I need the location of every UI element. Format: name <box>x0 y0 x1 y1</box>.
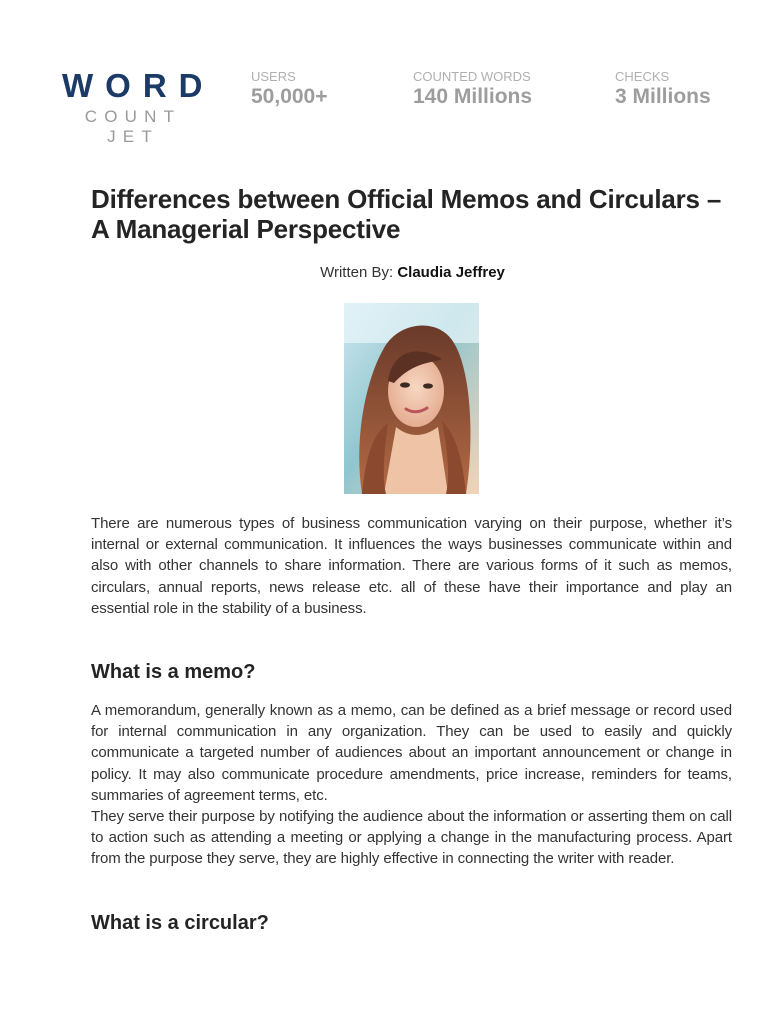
stat-users <box>251 69 328 109</box>
stat-checks <box>615 69 711 109</box>
stat-counted-words <box>413 69 532 109</box>
stat-value: 140 Millions <box>413 85 533 108</box>
memo-paragraph-1: A memorandum, generally known as a memo, can be defined as a brief message or record used for internal communication in any organization. They can be used to easily and quickly communicate a targeted number of audiences about an important announcement or change in policy. It may also communicate procedure amendments, price increase, reminders for teams, summaries of agreement terms, etc. <box>91 702 732 804</box>
memo-paragraph-2: They serve their purpose by notifying the audience about the information or asserting them on call to action such as attending a meeting or applying a change in the manufacturing process. Apart from the purpose they serve, they are highly effective in connecting the writer with reader. <box>91 808 732 868</box>
author-name[interactable]: Claudia Jeffrey <box>397 264 505 281</box>
logo-word: WORD <box>62 67 215 104</box>
stat-label: COUNTED WORDS <box>413 69 531 84</box>
site-header <box>0 0 768 146</box>
stat-value: 3 Millions <box>615 85 711 108</box>
byline-prefix: Written By: <box>320 264 394 281</box>
stat-label: USERS <box>251 69 296 84</box>
byline <box>91 264 732 282</box>
logo-subtitle: COUNT JET <box>84 107 182 146</box>
section-heading-memo: What is a memo? <box>91 661 256 684</box>
intro-paragraph: There are numerous types of business communication varying on their purpose, whether it’s internal or external communication. It influences the ways businesses communicate within and also with other channels to share information. There are various forms of it such as memos, circulars, annual reports, news release etc. all of these have their importance and play an essential role in the stability of a business. <box>91 515 732 617</box>
site-logo[interactable] <box>56 66 215 147</box>
section-heading-circular: What is a circular? <box>91 911 269 934</box>
stat-label: CHECKS <box>615 69 670 84</box>
stat-value: 50,000+ <box>251 85 328 108</box>
article-title: Differences between Official Memos and Circulars – A Managerial Perspective <box>91 184 722 244</box>
article <box>91 184 732 935</box>
author-photo <box>344 303 479 494</box>
